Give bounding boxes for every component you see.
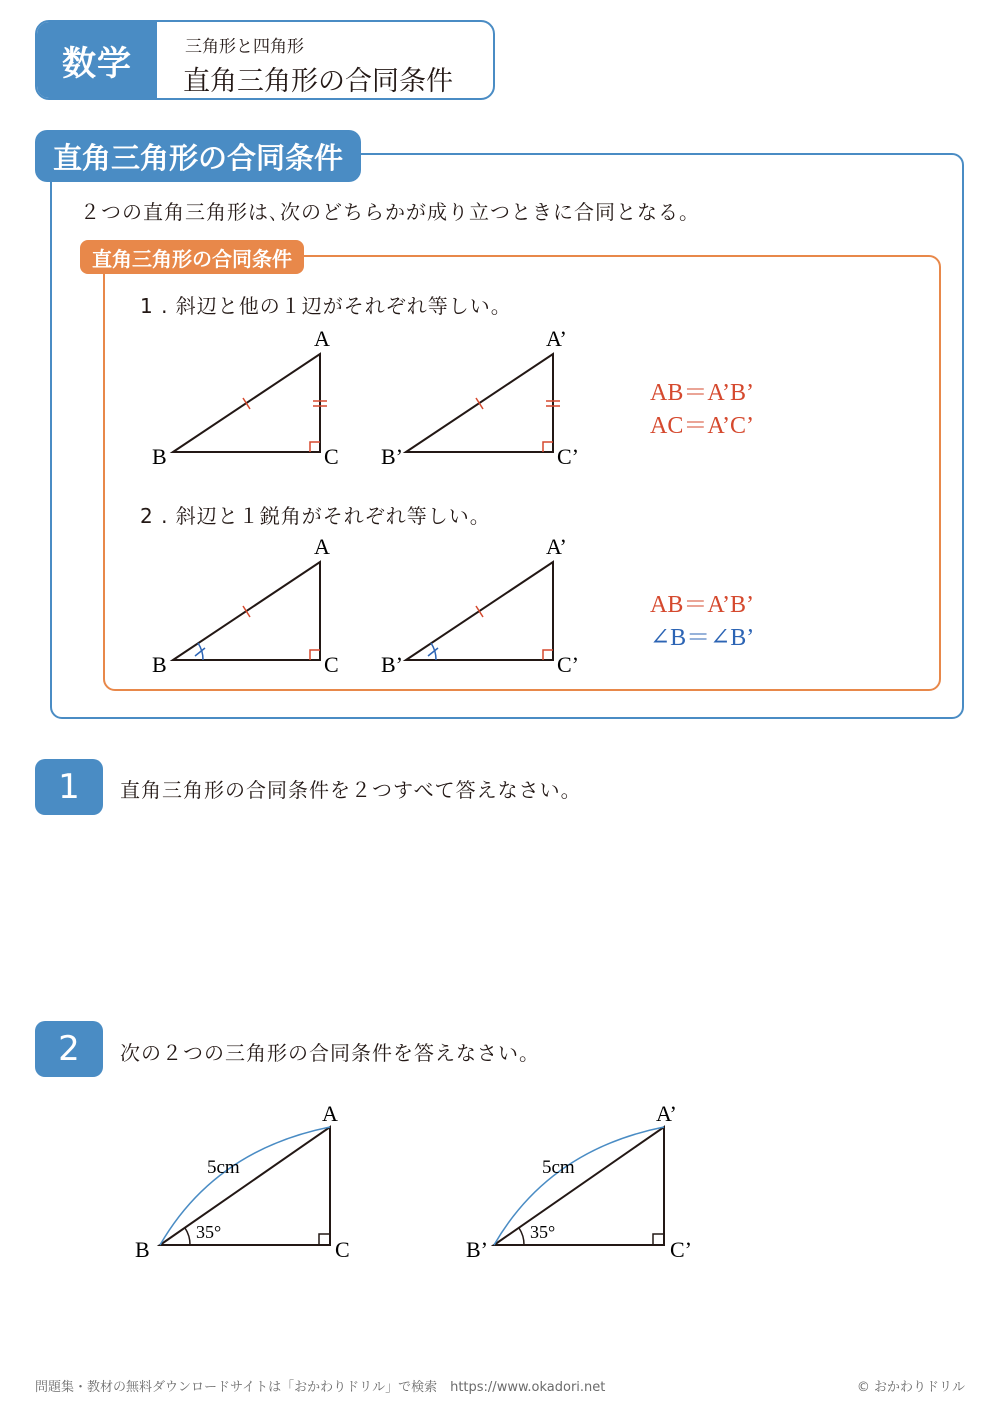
summary-intro: ２つの直角三角形は､次のどちらかが成り立つときに合同となる。 [80, 200, 700, 224]
triangle-2-abc [152, 534, 339, 677]
right-angle-mark [310, 650, 320, 660]
footer-site-info: 問題集・教材の無料ダウンロードサイトは「おかわりドリル」で検索 https://www.okadori.net [35, 1380, 606, 1395]
label-a-prime: A’ [656, 1101, 677, 1126]
category-label: 三角形と四角形 [185, 37, 304, 57]
condition-1-eq-hypotenuse: AB＝A’B’ [650, 380, 755, 406]
label-c-prime: C’ [557, 444, 579, 469]
label-c: C [324, 652, 339, 677]
label-b-prime: B’ [466, 1237, 488, 1262]
angle-tick [195, 648, 205, 656]
label-a: A [314, 534, 330, 559]
label-b-prime: B’ [381, 652, 403, 677]
label-c: C [335, 1237, 350, 1262]
condition-1-text: 1 . 斜辺と他の１辺がそれぞれ等しい。 [140, 294, 512, 318]
angle-tick [428, 648, 438, 656]
angle-label: 35° [530, 1222, 556, 1242]
condition-2-eq-angle: ∠B＝∠B’ [650, 625, 755, 651]
conditions-box-label: 直角三角形の合同条件 [80, 240, 304, 274]
problem-2-number: 2 [35, 1021, 103, 1077]
summary-heading: 直角三角形の合同条件 [35, 130, 361, 182]
label-a-prime: A’ [546, 534, 567, 559]
label-a: A [322, 1101, 338, 1126]
label-b: B [135, 1237, 150, 1262]
right-angle-mark [543, 442, 553, 452]
problem-2-triangle-a2b2c2 [466, 1101, 692, 1262]
label-a-prime: A’ [546, 326, 567, 351]
triangle-1-abc [152, 326, 339, 469]
label-c-prime: C’ [557, 652, 579, 677]
problem-1-number: 1 [35, 759, 103, 815]
problem-1-text: 直角三角形の合同条件を２つすべて答えなさい。 [120, 778, 582, 802]
condition-2-text: 2 . 斜辺と１鋭角がそれぞれ等しい。 [140, 504, 491, 528]
problem-2-text: 次の２つの三角形の合同条件を答えなさい。 [120, 1041, 540, 1065]
label-a: A [314, 326, 330, 351]
label-b-prime: B’ [381, 444, 403, 469]
label-c: C [324, 444, 339, 469]
length-label: 5cm [542, 1157, 575, 1178]
condition-2-eq-hypotenuse: AB＝A’B’ [650, 592, 755, 618]
triangle-2-a2b2c2 [381, 534, 579, 677]
triangle-1-a2b2c2 [381, 326, 579, 469]
worksheet-title: 直角三角形の合同条件 [183, 66, 453, 97]
angle-arc [519, 1228, 524, 1245]
footer-copyright: © おかわりドリル [856, 1380, 965, 1395]
right-angle-mark [543, 650, 553, 660]
label-c-prime: C’ [670, 1237, 692, 1262]
right-angle-mark [310, 442, 320, 452]
right-angle-mark [319, 1234, 330, 1245]
label-b: B [152, 652, 167, 677]
subject-label: 数学 [37, 22, 157, 98]
problem-2-figures [0, 1080, 1000, 1300]
right-angle-mark [653, 1234, 664, 1245]
angle-label: 35° [196, 1222, 222, 1242]
angle-arc [185, 1228, 190, 1245]
problem-2-triangle-abc [135, 1101, 350, 1262]
label-b: B [152, 444, 167, 469]
condition-1-eq-side: AC＝A’C’ [650, 413, 755, 439]
length-label: 5cm [207, 1157, 240, 1178]
